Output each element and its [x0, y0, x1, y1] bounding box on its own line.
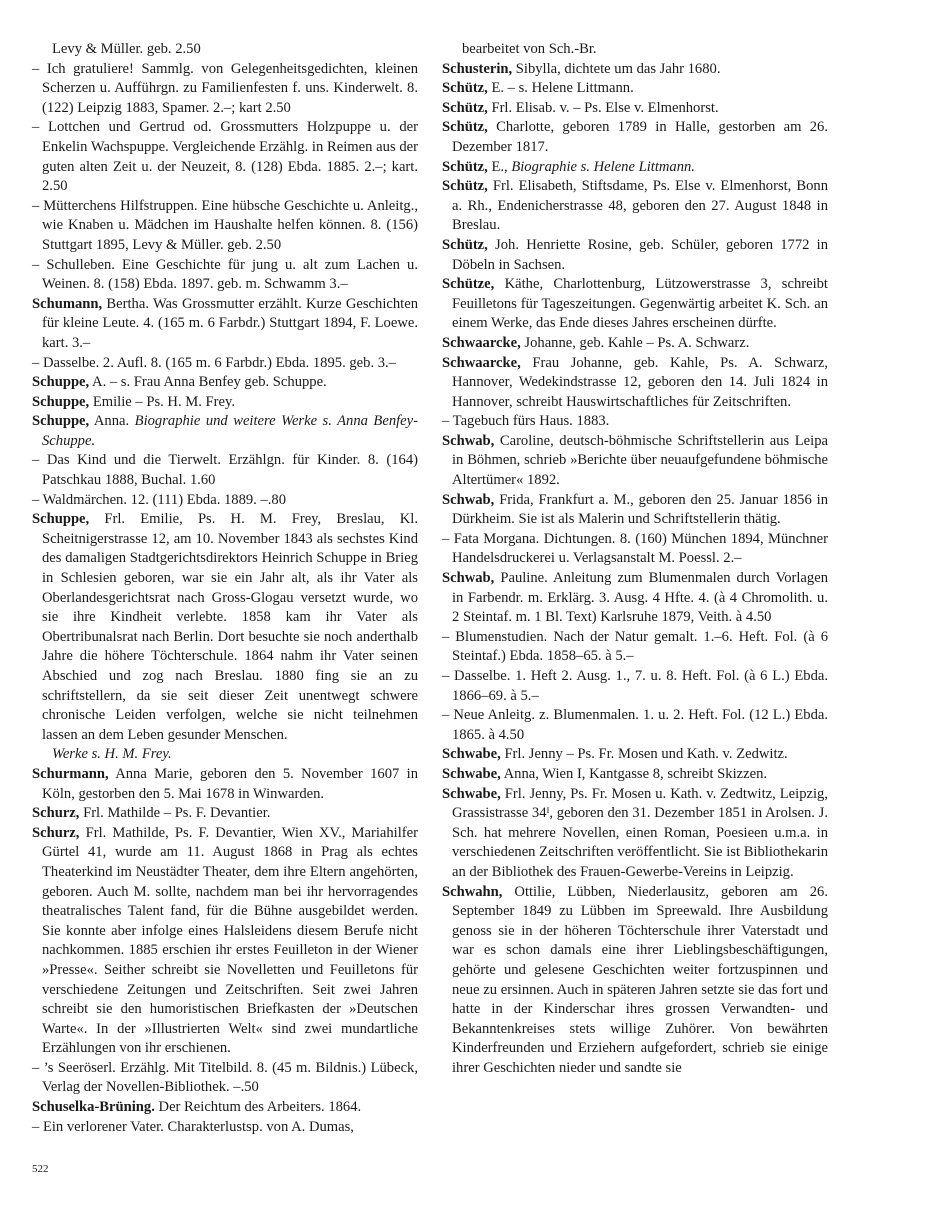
entry-headword: Schwab,	[442, 570, 495, 587]
work-listing: – Ich gratuliere! Sammlg. von Gelegenheitsgedichten, kleinen Scherzen u. Aufführgn. zu Familienfesten f. uns. Kinderwelt. 8. (122) Leipzig 1883, Spamer. 2.–; kart 2.50	[32, 60, 418, 116]
entry-text: Frl. Mathilde, Ps. F. Devantier, Wien XV., Mariahilfer Gürtel 41, wurde am 11. August 1868 in Prag als echtes Theaterkind im Neustädter Theater, dem ihre Eltern angehörten, geboren. Auch M. sollte, nachdem man bei ihr hervorragendes theatralisches Talent fand, für die Bühne ausgebildet werden. Sie konnte aber infolge eines Halsleidens diesem Berufe nicht nachkommen. 1885 erschien ihr erstes Feuilleton in der Wiener »Presse«. Seither schreibt sie Novelletten und Feuilletons für verschiedene Zeitungen und Zeitschriften. Seit zwei Jahren schreibt sie den humoristischen Briefkasten der »Deutschen Warte«. In der »Illustrierten Welt« sind zwei mundartliche Erzählungen von ihr erschienen.	[42, 824, 418, 1057]
dictionary-entry	[442, 99, 828, 119]
entry-headword: Schurmann,	[32, 765, 109, 782]
work-listing: – Tagebuch fürs Haus. 1883.	[442, 413, 610, 430]
entry-headword: Schwaarcke,	[442, 334, 521, 351]
entry-text: Frl. Jenny – Ps. Fr. Mosen und Kath. v. Zedwitz.	[500, 746, 788, 763]
entry-text: Der Reichtum des Arbeiters. 1864.	[154, 1099, 362, 1116]
entry-headword: Schwahn,	[442, 883, 503, 900]
dictionary-entry	[442, 334, 828, 354]
entry-headword: Schwaarcke,	[442, 354, 521, 371]
entry-headword: Schwabe,	[442, 746, 501, 763]
entry-headword: Schwabe,	[442, 785, 501, 802]
entry-text: Pauline. Anleitung zum Blumenmalen durch Vorlagen in Farbendr. m. Erklärg. 3. Ausg. 4 Hfte. 4. (à 4 Chromolith. u. 2 Steintaf. m. 1 Bl. Text) Karlsruhe 1879, Veith. à 4.50	[452, 570, 828, 626]
entry-text: Frl. Elisabeth, Stiftsdame, Ps. Else v. Elmenhorst, Bonn a. Rh., Endenicherstrasse 48, geboren den 27. August 1848 in Breslau.	[452, 178, 828, 234]
dictionary-entry	[32, 824, 418, 1059]
right-column	[442, 40, 828, 1078]
dictionary-entry	[442, 491, 828, 530]
dictionary-entry	[442, 158, 828, 178]
work-listing: – Ein verlorener Vater. Charakterlustsp. von A. Dumas,	[32, 1118, 354, 1135]
entry-text: Sibylla, dichtete um das Jahr 1680.	[512, 60, 721, 77]
entry-text: Caroline, deutsch-böhmische Schriftstellerin aus Leipa in Böhmen, schrieb »Berichte über neuaufgefundene böhmische Altertümer« 1892.	[452, 432, 828, 489]
entry-headword: Schuppe,	[32, 374, 90, 391]
dictionary-entry	[442, 883, 828, 1079]
work-listing: – Dasselbe. 2. Aufl. 8. (165 m. 6 Farbdr.) Ebda. 1895. geb. 3.–	[32, 354, 396, 371]
entry-headword: Schwabe,	[442, 765, 501, 782]
entry-headword: Schwab,	[442, 432, 495, 449]
dictionary-entry	[442, 354, 828, 413]
entry-headword: Schurz,	[32, 824, 80, 841]
entry-text: Johanne, geb. Kahle – Ps. A. Schwarz.	[520, 334, 750, 351]
work-listing: – Das Kind und die Tierwelt. Erzählgn. für Kinder. 8. (164) Patschkau 1888, Buchal. 1.60	[32, 452, 418, 489]
dictionary-entry	[442, 60, 828, 80]
work-listing: – Neue Anleitg. z. Blumenmalen. 1. u. 2. Heft. Fol. (12 L.) Ebda. 1865. à 4.50	[442, 707, 828, 743]
dictionary-entry	[32, 412, 418, 451]
dictionary-entry	[32, 295, 418, 354]
dictionary-entry	[442, 765, 828, 785]
dictionary-entry	[32, 510, 418, 745]
entry-headword: Schumann,	[32, 295, 103, 312]
entry-text: Frl. Elisab. v. – Ps. Else v. Elmenhorst.	[487, 99, 719, 116]
dictionary-entry	[442, 79, 828, 99]
dictionary-entry	[32, 393, 418, 413]
entry-headword: Schütz,	[442, 178, 488, 195]
entry-italic-text: Biographie und weitere Werke s. Anna Benfey-Schuppe.	[42, 413, 418, 449]
entry-headword: Schurz,	[32, 805, 80, 822]
dictionary-entry	[442, 785, 828, 883]
work-listing: – Schulleben. Eine Geschichte für jung u. alt zum Lachen u. Weinen. 8. (158) Ebda. 1897. geb. m. Schwamm 3.–	[32, 256, 418, 293]
entry-headword: Schütz,	[442, 236, 488, 253]
entry-text: Charlotte, geboren 1789 in Halle, gestorben am 26. Dezember 1817.	[452, 119, 828, 155]
entry-text: E.,	[487, 158, 512, 175]
entry-headword: Schütz,	[442, 80, 488, 97]
work-listing: – ’s Seeröserl. Erzählg. Mit Titelbild. 8. (45 m. Bildnis.) Lübeck, Verlag der Novellen-Bibliothek. –.50	[32, 1059, 418, 1096]
entry-text: Frl. Emilie, Ps. H. M. Frey, Breslau, Kl. Scheitnigerstrasse 12, am 10. November 1843 als sechstes Kind des damaligen Stadtgerichtsdirektors Heinrich Schuppe in Brieg in Schlesien geboren, war sie ein Jahr alt, als ihr Vater als Oberlandesgerichtsrat nach Gross-Glogau versetzt wurde, wo sie ihre Kindheit verlebte. 1858 kam ihr Vater als Obertribunalsrat nach Berlin. Dort besuchte sie noch anderthalb Jahre die höhere Töchterschule. 1864 nahm ihr Vater seinen Abschied und zog nach Breslau. 1880 fing sie an zu schriftstellern, da sie seit dieser Zeit unentwegt schwere chronische Leiden verfolgen, welche sie nicht teilnehmen lassen an dem Leben gesunder Menschen.	[42, 511, 418, 743]
entry-headword: Schuppe,	[32, 413, 90, 430]
entry-text: Ottilie, Lübben, Niederlausitz, geboren am 26. September 1849 zu Lübben im Spreewald. Ihre Ausbildung genoss sie in der höheren Töchterschule ihrer Vaterstadt und war es schon damals eine ihrer Lieblingsbeschäftigungen, gehörte und gelesene Geschichten weiter fortzuspinnen und neue zu ersinnen. Auch in späteren Jahren setzte sie das fort und hatte in der Kinderschar ihres grossen Verwandten- und Bekanntenkreises stets willige Zuhörer. Von bewährten Kinderfreunden und Erziehern aufgefordert, schrieb sie einige ihrer Geschichten nieder und sandte sie	[452, 883, 828, 1076]
entry-headword: Schusterin,	[442, 60, 513, 77]
entry-headword: Schwab,	[442, 491, 495, 508]
dictionary-entry	[32, 373, 418, 393]
work-listing: – Dasselbe. 1. Heft 2. Ausg. 1., 7. u. 8. Heft. Fol. (à 6 L.) Ebda. 1866–69. à 5.–	[442, 668, 828, 704]
continued-text: Levy & Müller. geb. 2.50	[52, 41, 201, 57]
cross-reference: Werke s. H. M. Frey.	[52, 746, 172, 763]
dictionary-entry	[442, 177, 828, 236]
entry-headword: Schuppe,	[32, 393, 90, 410]
dictionary-entry	[32, 1098, 418, 1118]
work-listing: – Blumenstudien. Nach der Natur gemalt. 1.–6. Heft. Fol. (à 6 Steintaf.) Ebda. 1858–65. à 5.–	[442, 628, 828, 665]
entry-text: Bertha. Was Grossmutter erzählt. Kurze Geschichten für kleine Leute. 4. (165 m. 6 Farbdr.) Stuttgart 1894, F. Loewe. kart. 3.–	[42, 295, 418, 351]
entry-text: Frida, Frankfurt a. M., geboren den 25. Januar 1856 in Dürkheim. Sie ist als Malerin und Schriftstellerin thätig.	[452, 491, 828, 528]
work-listing: – Fata Morgana. Dichtungen. 8. (160) München 1894, Münchner Handelsdruckerei u. Verlagsanstalt M. Poessl. 2.–	[442, 530, 828, 567]
entry-headword: Schütz,	[442, 119, 488, 136]
entry-text: Anna.	[89, 413, 135, 430]
continued-text: bearbeitet von Sch.-Br.	[462, 41, 597, 57]
entry-italic-text: Biographie s. Helene Littmann.	[511, 158, 695, 175]
entry-headword: Schütz,	[442, 99, 488, 116]
work-listing: – Lottchen und Gertrud od. Grossmutters Holzpuppe u. der Enkelin Wachspuppe. Vergleichende Erzählg. in Reimen aus der guten alten Zeit u. der Neuzeit, 8. (128) Ebda. 1885. 2.–; kart. 2.50	[32, 119, 418, 195]
page-number: 522	[32, 1163, 49, 1175]
entry-text: Frl. Jenny, Ps. Fr. Mosen u. Kath. v. Zedtwitz, Leipzig, Grassistrasse 34ᴵ, geboren den 31. Dezember 1851 in Arolsen. J. Sch. hat mehrere Novellen, einen Roman, Poesieen u.m.a. in verschiedenen Zeitschriften veröffentlicht. Sie ist Bibliothekarin an der Bibliothek des Frauen-Gewerbe-Vereins in Leipzig.	[452, 785, 828, 880]
dictionary-entry	[442, 745, 828, 765]
dictionary-entry	[442, 569, 828, 628]
dictionary-entry	[442, 236, 828, 275]
entry-headword: Schuselka-Brüning.	[32, 1099, 155, 1116]
entry-text: Frau Johanne, geb. Kahle, Ps. A. Schwarz, Hannover, Wedekindstrasse 12, geboren den 14. Juli 1824 in Hannover, schreibt Hauswirtschaftliches für Zeitschriften.	[452, 354, 828, 410]
entry-text: E. – s. Helene Littmann.	[487, 80, 634, 97]
dictionary-entry	[32, 804, 418, 824]
entry-text: Anna, Wien I, Kantgasse 8, schreibt Skizzen.	[500, 765, 768, 782]
entry-text: Joh. Henriette Rosine, geb. Schüler, geboren 1772 in Döbeln in Sachsen.	[452, 236, 828, 273]
entry-headword: Schuppe,	[32, 511, 90, 528]
entry-text: Frl. Mathilde – Ps. F. Devantier.	[79, 805, 271, 822]
entry-text: A. – s. Frau Anna Benfey geb. Schuppe.	[89, 374, 327, 391]
dictionary-entry	[442, 275, 828, 334]
entry-text: Käthe, Charlottenburg, Lützowerstrasse 3, schreibt Feuilletons für Tageszeitungen. Gegenwärtig arbeitet K. Sch. an einem Werke, das Ende dieses Jahres erscheinen dürfte.	[452, 276, 828, 332]
entry-text: Anna Marie, geboren den 5. November 1607 in Köln, gestorben den 5. Mai 1678 in Winwarden.	[42, 765, 418, 802]
entry-headword: Schütze,	[442, 276, 495, 293]
work-listing: – Waldmärchen. 12. (111) Ebda. 1889. –.80	[32, 491, 287, 508]
dictionary-entry	[442, 118, 828, 157]
entry-text: Emilie – Ps. H. M. Frey.	[89, 393, 235, 410]
work-listing: – Mütterchens Hilfstruppen. Eine hübsche Geschichte u. Anleitg., wie Knaben u. Mädchen im Haushalte helfen können. 8. (156) Stuttgart 1895, Levy & Müller. geb. 2.50	[32, 197, 418, 253]
dictionary-entry	[32, 765, 418, 804]
entry-headword: Schütz,	[442, 158, 488, 175]
left-column	[32, 40, 418, 1137]
dictionary-entry	[442, 432, 828, 491]
